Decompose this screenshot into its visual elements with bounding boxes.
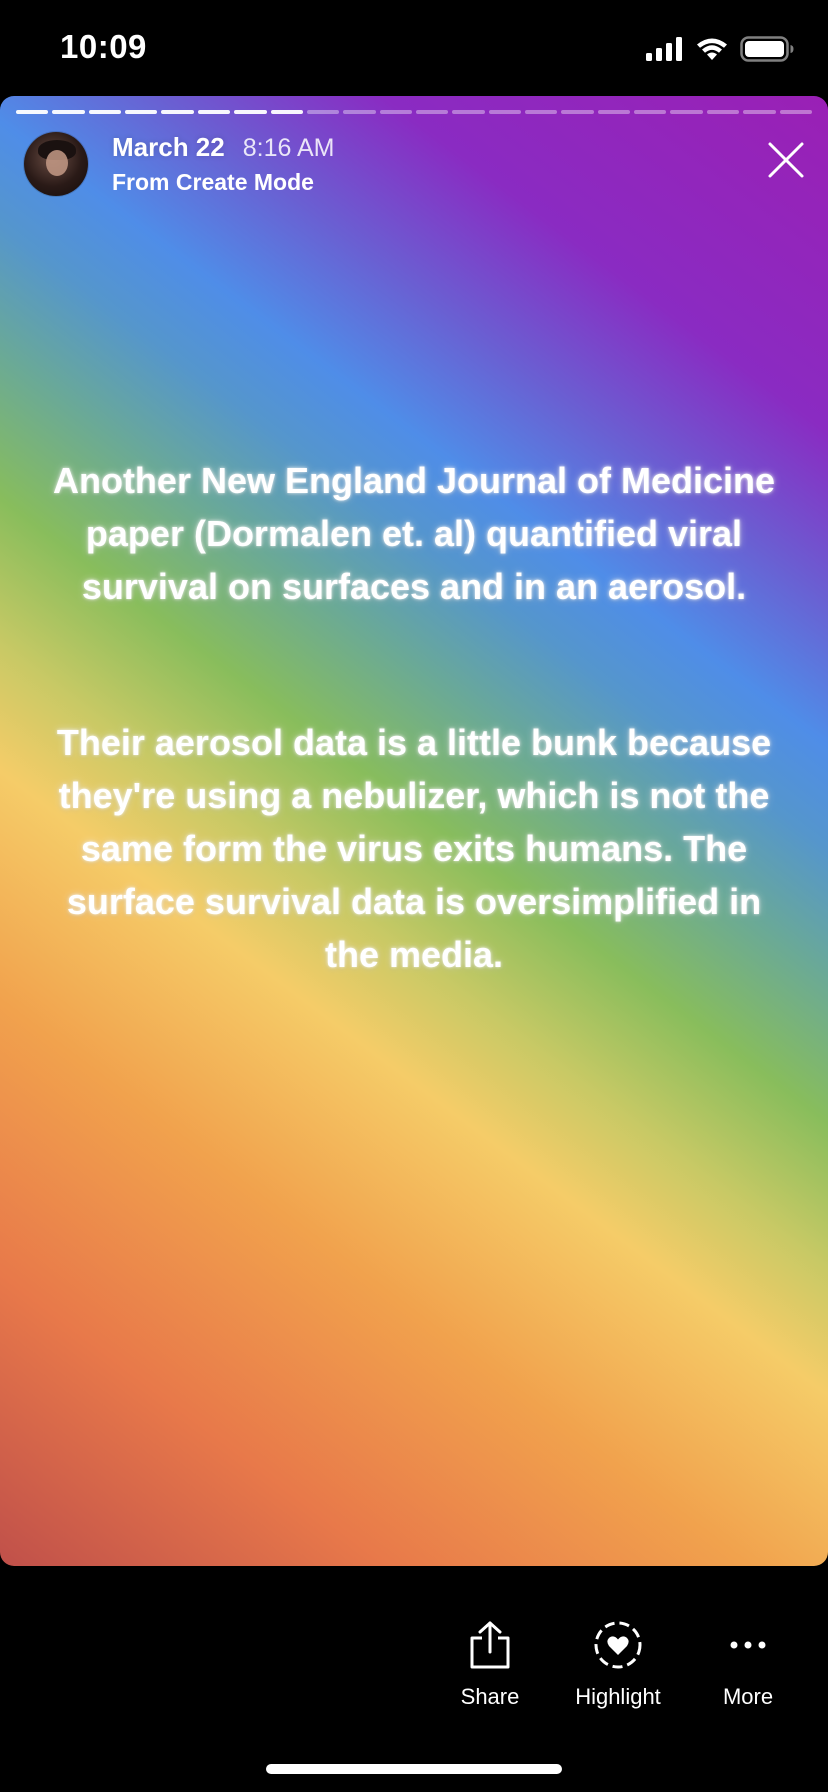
progress-segment bbox=[743, 110, 775, 114]
progress-segment bbox=[89, 110, 121, 114]
progress-segment bbox=[452, 110, 484, 114]
progress-segment bbox=[598, 110, 630, 114]
progress-segment bbox=[234, 110, 266, 114]
progress-segment bbox=[16, 110, 48, 114]
progress-segment bbox=[125, 110, 157, 114]
share-button[interactable] bbox=[425, 1620, 555, 1710]
status-time: 10:09 bbox=[60, 28, 147, 65]
story-time: 8:16 AM bbox=[242, 134, 335, 162]
progress-segment bbox=[307, 110, 339, 114]
status-icons bbox=[646, 34, 794, 64]
more-button[interactable] bbox=[683, 1620, 813, 1710]
progress-segment bbox=[707, 110, 739, 114]
story-date: March 22 bbox=[112, 132, 225, 162]
progress-segment bbox=[489, 110, 521, 114]
battery-icon bbox=[740, 36, 794, 62]
story-action-bar bbox=[0, 1566, 828, 1766]
story-viewer[interactable] bbox=[0, 96, 828, 1566]
more-label: More bbox=[722, 1684, 774, 1709]
progress-segment bbox=[198, 110, 230, 114]
progress-segment bbox=[634, 110, 666, 114]
highlight-label: Highlight bbox=[575, 1684, 661, 1709]
progress-segment bbox=[343, 110, 375, 114]
close-icon[interactable] bbox=[766, 140, 806, 180]
story-subtitle: From Create Mode bbox=[112, 169, 314, 195]
home-indicator[interactable] bbox=[266, 1764, 562, 1774]
wifi-icon bbox=[696, 37, 728, 61]
progress-segment bbox=[416, 110, 448, 114]
more-icon bbox=[726, 1620, 770, 1670]
progress-segment bbox=[380, 110, 412, 114]
progress-segment bbox=[525, 110, 557, 114]
progress-segment bbox=[561, 110, 593, 114]
story-progress-bar bbox=[16, 110, 812, 114]
status-bar bbox=[0, 0, 828, 96]
story-text-paragraph: Their aerosol data is a little bunk because they're using a nebulizer, which is not the same form the virus exits humans. The surface survival data is oversimplified in the media. bbox=[56, 722, 772, 975]
share-icon bbox=[468, 1620, 512, 1670]
avatar[interactable] bbox=[24, 132, 88, 196]
story-text-paragraph: Another New England Journal of Medicine paper (Dormalen et. al) quantified viral survival on surfaces and in an aerosol. bbox=[52, 460, 776, 607]
progress-segment bbox=[161, 110, 193, 114]
progress-segment bbox=[271, 110, 303, 114]
story-header bbox=[112, 132, 334, 196]
progress-segment bbox=[780, 110, 812, 114]
progress-segment bbox=[670, 110, 702, 114]
share-label: Share bbox=[460, 1684, 520, 1709]
progress-segment bbox=[52, 110, 84, 114]
cellular-signal-icon bbox=[646, 37, 684, 61]
highlight-heart-icon bbox=[593, 1620, 643, 1670]
highlight-button[interactable] bbox=[553, 1620, 683, 1710]
